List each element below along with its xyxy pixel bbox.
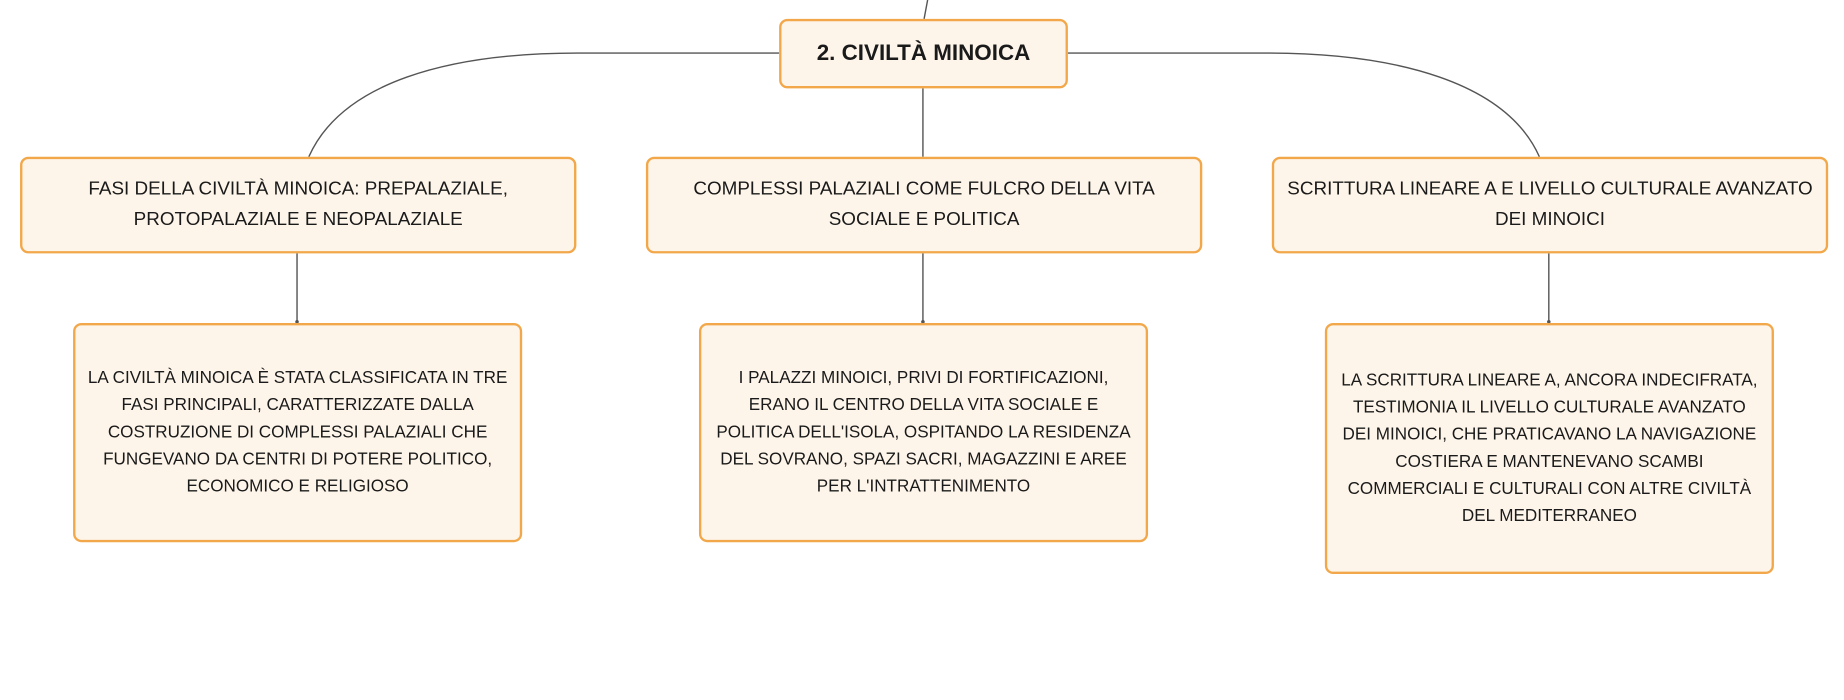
topic-node-label: FASI DELLA CIVILTÀ MINOICA: PREPALAZIALE, PROTOPALAZIALE E NEOPALAZIALE (88, 179, 509, 230)
detail-node-text: LA SCRITTURA LINEARE A, ANCORA INDECIFRATA, TESTIMONIA IL LIVELLO CULTURALE AVANZATO DEI MINOICI, CHE PRATICAVANO LA NAVIGAZIONE COSTIERA E MANTENEVANO SCAMBI COMMERCIALI E CULTURALI CON ALTRE CIVILTÀ DEL MEDITERRANEO (1341, 370, 1758, 526)
connector-root-to-topic-3 (1068, 53, 1539, 157)
connector-root-to-topic-1 (309, 53, 779, 157)
detail-node-text: LA CIVILTÀ MINOICA È STATA CLASSIFICATA IN TRE FASI PRINCIPALI, CARATTERIZZATE DALLA COSTRUZIONE DI COMPLESSI PALAZIALI CHE FUNGEVANO DA CENTRI DI POTERE POLITICO, ECONOMICO E RELIGIOSO (87, 368, 508, 496)
topic-node-label: SCRITTURA LINEARE A E LIVELLO CULTURALE AVANZATO DEI MINOICI (1287, 179, 1813, 230)
detail-node-2[interactable] (699, 323, 1148, 542)
detail-node-text: I PALAZZI MINOICI, PRIVI DI FORTIFICAZIONI, ERANO IL CENTRO DELLA VITA SOCIALE E POLITICA DELL'ISOLA, OSPITANDO LA RESIDENZA DEL SOVRANO, SPAZI SACRI, MAGAZZINI E AREE PER L'INTRATTENIMENTO (716, 368, 1131, 496)
detail-node-1[interactable] (73, 323, 522, 542)
detail-node-3[interactable] (1325, 323, 1774, 574)
topic-node-1[interactable] (20, 157, 576, 254)
topic-node-2[interactable] (646, 157, 1202, 254)
root-node[interactable] (779, 19, 1068, 89)
topic-node-label: COMPLESSI PALAZIALI COME FULCRO DELLA VITA SOCIALE E POLITICA (693, 179, 1155, 230)
topic-node-3[interactable] (1272, 157, 1828, 254)
root-node-label: 2. CIVILTÀ MINOICA (816, 40, 1031, 66)
connector-to-parent (924, 0, 928, 19)
